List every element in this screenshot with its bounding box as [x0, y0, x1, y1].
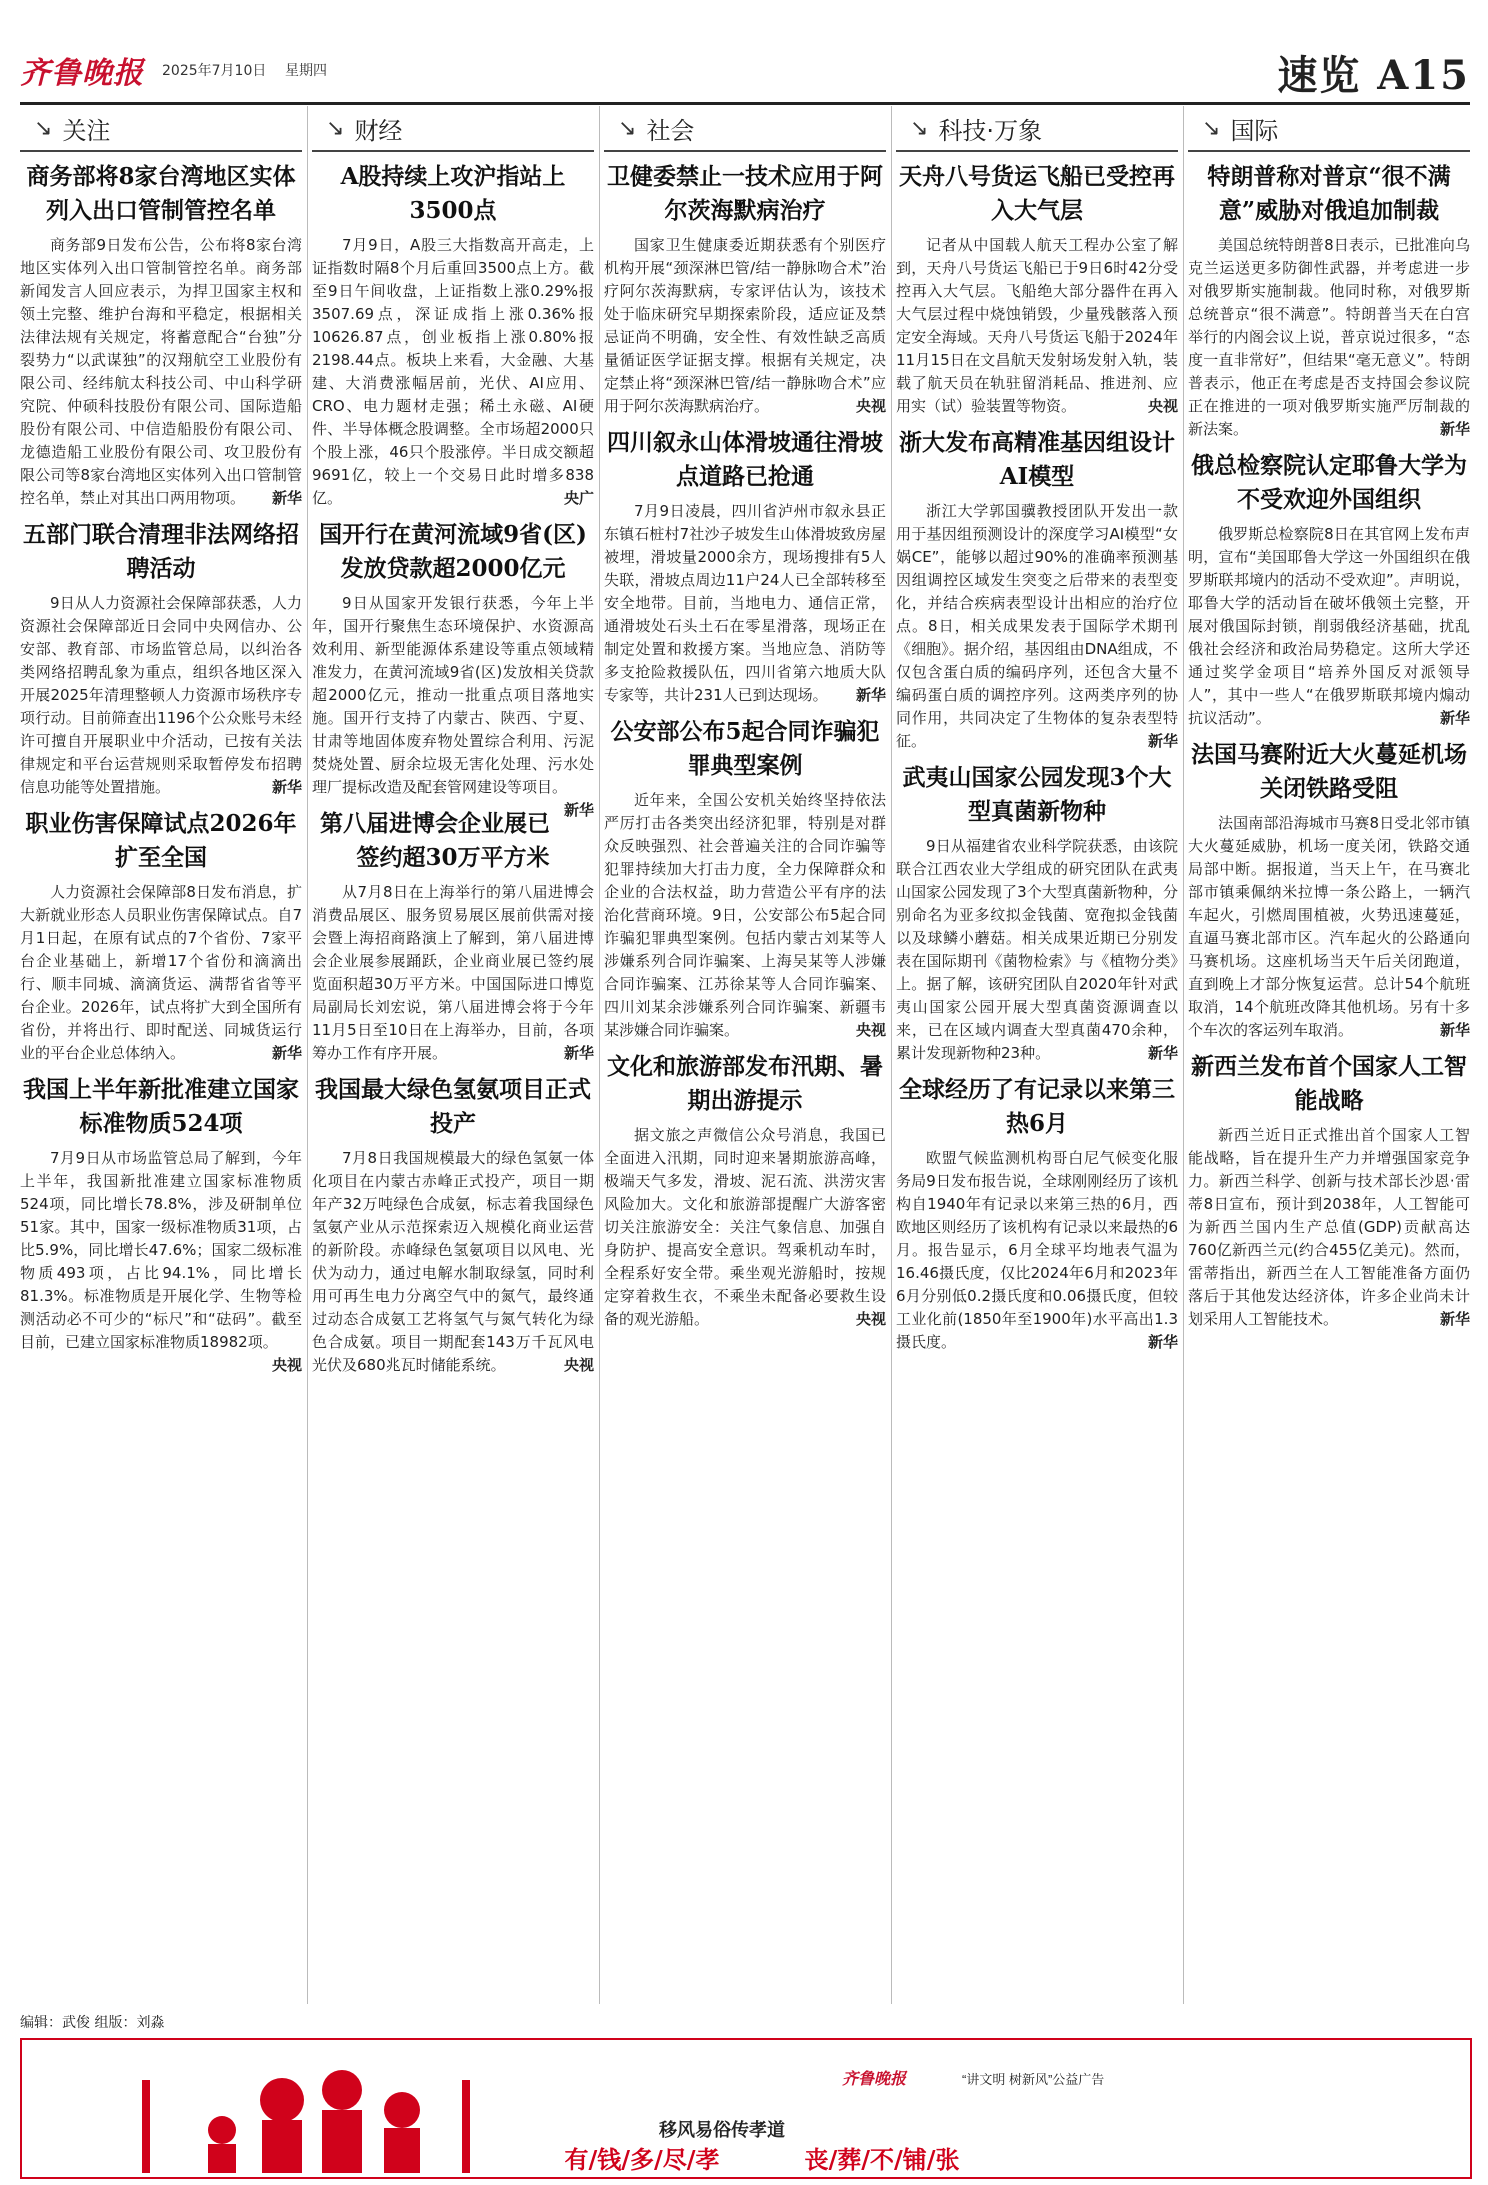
- article-title: 职业伤害保障试点2026年扩至全国: [25, 810, 297, 871]
- article-title: 国开行在黄河流域9省(区)发放贷款超2000亿元: [319, 521, 587, 582]
- news-article: [1188, 160, 1470, 441]
- article-title: 商务部将8家台湾地区实体列入出口管制管控名单: [26, 163, 296, 224]
- article-text: 欧盟气候监测机构哥白尼气候变化服务局9日发布报告说，全球刚刚经历了该机构自1940年有记录以来第三热的6月，西欧地区则经历了该机构有记录以来最热的6月。报告显示，6月全球平均地表气温为16.46摄氏度，仅比2024年6月和2023年6月分别低0.2摄氏度和0.06摄氏度，但较工业化前(1850年至1900年)水平高出1.3摄氏度。: [896, 1149, 1178, 1351]
- news-column: [312, 106, 594, 2004]
- news-article: [312, 160, 594, 510]
- article-source: 新华: [1439, 420, 1470, 438]
- article-text: 7月9日凌晨，四川省泸州市叙永县正东镇石桩村7社沙子坡发生山体滑坡致房屋被埋，滑坡量2000余方，现场搜排有5人失联，滑坡点周边11户24人已全部转移至安全地带。目前，当地电力、通信正常，通滑坡处石头土石在零星滑落，现场正在制定处置和救援方案。当地应急、消防等多支抢险救援队伍，四川省第六地质大队专家等，共计231人已到达现场。: [604, 502, 886, 704]
- article-body: [20, 881, 302, 1065]
- section-arrow-icon: ↘: [1202, 115, 1221, 141]
- ad-illustration: [22, 2040, 1466, 2173]
- article-body: [312, 592, 594, 819]
- article-title: A股持续上攻沪指站上3500点: [340, 163, 566, 224]
- article-text: 近年来，全国公安机关始终坚持依法严厉打击各类突出经济犯罪，特别是对群众反映强烈、社会普遍关注的合同诈骗等犯罪持续加大打击力度，全力保障群众和企业的合法权益，助力营造公平有序的法治化营商环境。9日，公安部公布5起合同诈骗犯罪典型案例。包括内蒙古刘某等人涉嫌系列合同诈骗案、上海吴某等人涉嫌合同诈骗案、江苏徐某等人合同诈骗案、四川刘某余涉嫌系列合同诈骗案、新疆韦某涉嫌合同诈骗案。: [604, 791, 886, 1039]
- article-title: 武夷山国家公园发现3个大型真菌新物种: [902, 764, 1172, 825]
- ad-motto-left: 有/钱/多/尽/孝: [564, 2145, 720, 2173]
- article-body: [604, 789, 886, 1042]
- section-name: 关注: [62, 116, 111, 145]
- section-arrow-icon: ↘: [618, 115, 637, 141]
- section-header: [1188, 106, 1470, 152]
- article-text: 商务部9日发布公告，公布将8家台湾地区实体列入出口管制管控名单。商务部新闻发言人回应表示，为捍卫国家主权和领土完整、维护台海和平稳定，根据相关法律法规有关规定，将蓄意配合“台独”分裂势力“以武谋独”的汉翔航空工业股份有限公司、经纬航太科技公司、中山科学研究院、仲硕科技股份有限公司、国际造船股份有限公司、中信造船股份有限公司、龙德造船工业股份有限公司、攻卫股份有限公司等8家台湾地区实体列入出口管制管控名单，禁止对其出口两用物项。: [20, 236, 302, 507]
- article-text: 美国总统特朗普8日表示，已批准向乌克兰运送更多防御性武器，并考虑进一步对俄罗斯实施制裁。他同时称，对俄罗斯总统普京“很不满意”。特朗普当天在白宫举行的内阁会议上说，普京说过很多，“态度一直非常好”，但结果“毫无意义”。特朗普表示，他正在考虑是否支持国会参议院正在推进的一项对俄罗斯实施严厉制裁的新法案。: [1188, 236, 1470, 438]
- page-section-label: 速览 A15: [1277, 52, 1470, 99]
- section-name: 科技·万象: [938, 116, 1043, 145]
- news-article: [604, 1050, 886, 1331]
- news-article: [604, 426, 886, 707]
- article-title: 我国最大绿色氢氨项目正式投产: [315, 1076, 591, 1137]
- article-text: 7月9日从市场监管总局了解到，今年上半年，我国新批准建立国家标准物质524项，同比增长78.8%，涉及研制单位51家。其中，国家一级标准物质31项，占比5.9%，同比增长47.6%；国家二级标准物质493项，占比94.1%，同比增长81.3%。标准物质是开展化学、生物等检测活动必不可少的“标尺”和“砝码”。截至目前，已建立国家标准物质18982项。: [20, 1149, 302, 1351]
- article-body: [896, 1147, 1178, 1354]
- article-source: 新华: [1439, 1021, 1470, 1039]
- news-article: [1188, 738, 1470, 1042]
- article-body: [604, 1124, 886, 1331]
- article-source: 新华: [271, 1044, 302, 1062]
- news-column: [1188, 106, 1470, 2004]
- article-body: [312, 234, 594, 510]
- family-papercut-icon: [142, 2070, 470, 2173]
- section-arrow-icon: ↘: [326, 115, 345, 141]
- news-article: [20, 807, 302, 1065]
- article-source: 新华: [1147, 1044, 1178, 1062]
- article-title: 新西兰发布首个国家人工智能战略: [1191, 1053, 1467, 1114]
- article-text: 人力资源社会保障部8日发布消息，扩大新就业形态人员职业伤害保障试点。自7月1日起，在原有试点的7个省份、7家平台企业基础上，新增17个省份和滴滴出行、顺丰同城、滴滴货运、满帮省省等平台企业。2026年，试点将扩大到全国所有省份，并将出行、即时配送、同城货运行业的平台企业总体纳入。: [20, 883, 302, 1062]
- ad-slogan: “讲文明 树新风”公益广告: [962, 2072, 1105, 2087]
- article-source: 新华: [1147, 732, 1178, 750]
- article-text: 9日从人力资源社会保障部获悉，人力资源社会保障部近日会同中央网信办、公安部、教育部、市场监管总局，以纠治各类网络招聘乱象为重点，组织各地区深入开展2025年清理整顿人力资源市场秩序专项行动。目前筛查出1196个公众账号未经许可擅自开展职业中介活动，已按有关法律规定和平台运营规则采取暂停发布招聘信息功能等处置措施。: [20, 594, 302, 796]
- article-source: 央视: [1147, 397, 1178, 415]
- article-body: [1188, 523, 1470, 730]
- newspaper-logo: 齐鲁晚报: [20, 56, 144, 91]
- section-name: 社会: [646, 116, 695, 145]
- article-body: [20, 592, 302, 799]
- editor-credit: 编辑：武俊 组版：刘淼: [20, 2015, 165, 2031]
- article-source: 新华: [855, 686, 886, 704]
- news-article: [312, 1073, 594, 1377]
- article-body: [1188, 1124, 1470, 1331]
- issue-weekday: 星期四: [285, 63, 327, 79]
- news-article: [20, 518, 302, 799]
- issue-date: 2025年7月10日: [162, 63, 267, 79]
- article-body: [312, 881, 594, 1065]
- article-body: [604, 234, 886, 418]
- section-header: [312, 106, 594, 152]
- article-source: 央视: [563, 1356, 594, 1374]
- article-title: 卫健委禁止一技术应用于阿尔茨海默病治疗: [607, 163, 883, 224]
- article-source: 新华: [271, 778, 302, 796]
- news-article: [20, 160, 302, 510]
- column-divider: [1183, 106, 1184, 2004]
- article-source: 新华: [1439, 1310, 1470, 1328]
- article-text: 据文旅之声微信公众号消息，我国已全面进入汛期，同时迎来暑期旅游高峰，极端天气多发，滑坡、泥石流、洪涝灾害风险加大。文化和旅游部提醒广大游客密切关注旅游安全：关注气象信息、加强自身防护、提高安全意识。驾乘机动车时，全程系好安全带。乘坐观光游船时，按规定穿着救生衣，不乘坐未配备必要救生设备的观光游船。: [604, 1126, 886, 1328]
- article-title: 文化和旅游部发布汛期、暑期出游提示: [607, 1053, 883, 1114]
- article-text: 7月9日，A股三大指数高开高走，上证指数时隔8个月后重回3500点上方。截至9日午间收盘，上证指数上涨0.29%报3507.69点，深证成指上涨0.36%报10626.87点，创业板指上涨0.80%报2198.44点。板块上来看，大金融、大基建、大消费涨幅居前，光伏、AI应用、CRO、电力题材走强；稀土永磁、AI硬件、半导体概念股调整。全市场超2000只个股上涨，46只个股涨停。半日成交额超9691亿，较上一个交易日此时增多838亿。: [312, 236, 594, 507]
- section-arrow-icon: ↘: [34, 115, 53, 141]
- article-title: 天舟八号货运飞船已受控再入大气层: [899, 163, 1175, 224]
- news-article: [896, 1073, 1178, 1354]
- public-service-ad: [20, 2038, 1472, 2179]
- column-divider: [891, 106, 892, 2004]
- news-article: [604, 160, 886, 418]
- article-source: 央广: [563, 489, 594, 507]
- article-title: 全球经历了有记录以来第三热6月: [899, 1076, 1175, 1137]
- article-body: [604, 500, 886, 707]
- column-divider: [599, 106, 600, 2004]
- news-article: [312, 807, 594, 1065]
- article-source: 央视: [271, 1356, 302, 1374]
- article-title: 俄总检察院认定耶鲁大学为不受欢迎外国组织: [1191, 452, 1467, 513]
- news-article: [20, 1073, 302, 1374]
- article-text: 法国南部沿海城市马赛8日受北邻市镇大火蔓延威胁，机场一度关闭，铁路交通局部中断。据报道，当天上午，在马赛北部市镇乘佩纳米拉博一条公路上，一辆汽车起火，引燃周围植被，火势迅速蔓延，直逼马赛北部市区。汽车起火的公路通向马赛机场。这座机场当天午后关闭跑道，直到晚上才部分恢复运营。总计54个航班取消，14个航班改降其他机场。另有十多个车次的客运列车取消。: [1188, 814, 1470, 1039]
- section-header: [604, 106, 886, 152]
- section-arrow-icon: ↘: [910, 115, 929, 141]
- article-body: [312, 1147, 594, 1377]
- article-source: 央视: [855, 1021, 886, 1039]
- section-header: [20, 106, 302, 152]
- section-header: [896, 106, 1178, 152]
- article-title: 五部门联合清理非法网络招聘活动: [23, 521, 299, 582]
- article-source: 央视: [855, 1310, 886, 1328]
- article-text: 从7月8日在上海举行的第八届进博会消费品展区、服务贸易展区展前供需对接会暨上海招商路演上了解到，第八届进博会企业展参展踊跃，企业商业展已签约展览面积超30万平方米。中国国际进口博览局副局长刘宏说，第八届进博会将于今年11月5日至10日在上海举办，目前，各项筹办工作有序开展。: [312, 883, 594, 1062]
- article-body: [20, 234, 302, 510]
- news-article: [896, 160, 1178, 418]
- news-column: [20, 106, 302, 2004]
- news-article: [312, 518, 594, 819]
- article-body: [896, 835, 1178, 1065]
- article-text: 浙江大学郭国骥教授团队开发出一款用于基因组预测设计的深度学习AI模型“女娲CE”，能够以超过90%的准确率预测基因组调控区域发生突变之后带来的表型变化，并结合疾病表型设计出相应的治疗位点。8日，相关成果发表于国际学术期刊《细胞》。据介绍，基因组由DNA组成，不仅包含蛋白质的编码序列，还包含大量不编码蛋白质的调控序列。这两类序列的协同作用，共同决定了生物体的复杂表型特征。: [896, 502, 1178, 750]
- section-name: 财经: [354, 116, 403, 145]
- article-title: 第八届进博会企业展已签约超30万平方米: [319, 810, 550, 871]
- article-text: 国家卫生健康委近期获悉有个别医疗机构开展“颈深淋巴管/结一静脉吻合术”治疗阿尔茨海默病，专家评估认为，该技术处于临床研究早期探索阶段，适应证及禁忌证尚不明确，安全性、有效性缺乏高质量循证医学证据支撑。根据有关规定，决定禁止将“颈深淋巴管/结一静脉吻合术”应用于阿尔茨海默病治疗。: [604, 236, 886, 415]
- news-column: [896, 106, 1178, 2004]
- article-text: 7月8日我国规模最大的绿色氢氨一体化项目在内蒙古赤峰正式投产，项目一期年产32万吨绿色合成氨，标志着我国绿色氢氨产业从示范探索迈入规模化商业运营的新阶段。赤峰绿色氢氨项目以风电、光伏为动力，通过电解水制取绿氢，同时利用可再生电力分离空气中的氮气，最终通过动态合成氨工艺将氢气与氮气转化为绿色合成氨。项目一期配套143万千瓦风电光伏及680兆瓦时储能系统。: [312, 1149, 594, 1374]
- news-column: [604, 106, 886, 2004]
- article-body: [1188, 234, 1470, 441]
- news-article: [1188, 1050, 1470, 1331]
- article-text: 新西兰近日正式推出首个国家人工智能战略，旨在提升生产力并增强国家竞争力。新西兰科学、创新与技术部长沙恩·雷蒂8日宣布，预计到2038年，人工智能可为新西兰国内生产总值(GDP)贡献高达760亿新西兰元(约合455亿美元)。然而，雷蒂指出，新西兰在人工智能准备方面仍落后于其他发达经济体，许多企业尚未计划采用人工智能技术。: [1188, 1126, 1470, 1328]
- news-article: [896, 426, 1178, 753]
- article-source: 新华: [1439, 709, 1470, 727]
- article-text: 记者从中国载人航天工程办公室了解到，天舟八号货运飞船已于9日6时42分受控再入大气层。飞船绝大部分器件在再入大气层过程中烧蚀销毁，少量残骸落入预定安全海域。天舟八号货运飞船于2024年11月15日在文昌航天发射场发射入轨，装载了航天员在轨驻留消耗品、推进剂、应用实（试）验装置等物资。: [896, 236, 1178, 415]
- article-title: 法国马赛附近大火蔓延机场关闭铁路受阻: [1191, 741, 1467, 802]
- article-body: [1188, 812, 1470, 1042]
- masthead-rule: [20, 102, 1470, 105]
- article-body: [896, 500, 1178, 753]
- article-title: 四川叙永山体滑坡通往滑坡点道路已抢通: [607, 429, 883, 490]
- article-title: 浙大发布高精准基因组设计AI模型: [899, 429, 1175, 490]
- article-text: 9日从福建省农业科学院获悉，由该院联合江西农业大学组成的研究团队在武夷山国家公园发现了3个大型真菌新物种，分别命名为亚多纹拟金钱菌、宽孢拟金钱菌以及球鳞小蘑菇。相关成果近期已分别发表在国际期刊《菌物检索》与《植物分类》上。据了解，该研究团队自2020年针对武夷山国家公园开展大型真菌资源调查以来，已在区域内调查大型真菌470余种，累计发现新物种23种。: [896, 837, 1178, 1062]
- ad-motto-right: 丧/葬/不/铺/张: [804, 2145, 960, 2173]
- article-text: 9日从国家开发银行获悉，今年上半年，国开行聚焦生态环境保护、水资源高效利用、新型能源体系建设等重点领域精准发力，在黄河流域9省(区)发放相关贷款超2000亿元，推动一批重点项目落地实施。国开行支持了内蒙古、陕西、宁夏、甘肃等地固体废弃物处置综合利用、污泥焚烧处置、厨余垃圾无害化处理、污水处理厂提标改造及配套管网建设等项目。: [312, 594, 594, 796]
- news-article: [896, 761, 1178, 1065]
- article-source: 新华: [563, 1044, 594, 1062]
- article-title: 公安部公布5起合同诈骗犯罪典型案例: [610, 718, 880, 779]
- ad-heading: 移风易俗传孝道: [659, 2120, 785, 2141]
- article-source: 新华: [271, 489, 302, 507]
- news-article: [1188, 449, 1470, 730]
- ad-logo: 齐鲁晚报: [842, 2069, 907, 2088]
- news-article: [604, 715, 886, 1042]
- article-body: [20, 1147, 302, 1374]
- column-divider: [307, 106, 308, 2004]
- section-name: 国际: [1230, 116, 1279, 145]
- article-source: 新华: [1147, 1333, 1178, 1351]
- article-title: 我国上半年新批准建立国家标准物质524项: [23, 1076, 299, 1137]
- article-text: 俄罗斯总检察院8日在其官网上发布声明，宣布“美国耶鲁大学这一外国组织在俄罗斯联邦境内的活动不受欢迎”。声明说，耶鲁大学的活动旨在破坏俄领土完整，开展对俄国际封锁，削弱俄经济基础，扰乱俄社会经济和政治局势稳定。这所大学还通过奖学金项目“培养外国反对派领导人”，其中一些人“在俄罗斯联邦境内煽动抗议活动”。: [1188, 525, 1470, 727]
- masthead: [20, 44, 1470, 100]
- article-title: 特朗普称对普京“很不满意”威胁对俄追加制裁: [1207, 163, 1451, 224]
- article-source: 央视: [855, 397, 886, 415]
- article-body: [896, 234, 1178, 418]
- article-source: 新华: [563, 801, 594, 819]
